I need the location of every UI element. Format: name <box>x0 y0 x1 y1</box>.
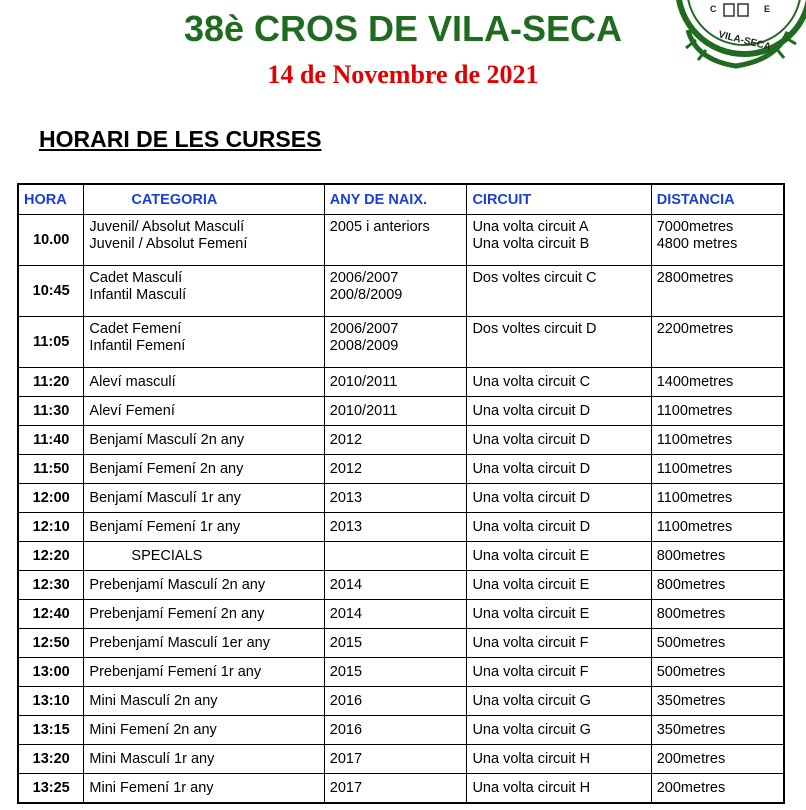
col-hora: HORA <box>18 184 84 215</box>
categoria-line: Mini Masculí 1r any <box>89 750 215 767</box>
circuit-line: Una volta circuit G <box>472 692 591 709</box>
cell-distancia <box>651 426 784 455</box>
table-row <box>18 571 784 600</box>
cell-circuit <box>467 215 651 266</box>
cell-hora: 12:10 <box>18 513 84 542</box>
circuit-line: Una volta circuit D <box>472 489 591 506</box>
circuit-line: Una volta circuit E <box>472 547 590 564</box>
cell-circuit <box>467 629 651 658</box>
col-circuit: CIRCUIT <box>467 184 651 215</box>
section-title: HORARI DE LES CURSES <box>39 126 322 152</box>
any-line: 2010/2011 <box>329 373 398 390</box>
circuit-line: Una volta circuit F <box>472 634 589 651</box>
categoria-line: Mini Femení 1r any <box>89 779 214 796</box>
table-row <box>18 215 784 266</box>
distancia-line: 1100metres <box>656 518 733 535</box>
cell-hora: 13:20 <box>18 745 84 774</box>
distancia-line: 800metres <box>656 605 726 622</box>
cell-distancia <box>651 716 784 745</box>
categoria-line: Aleví masculí <box>89 373 176 390</box>
table-row <box>18 484 784 513</box>
distancia-line: 800metres <box>656 547 726 564</box>
cell-categoria <box>84 716 324 745</box>
cell-any <box>324 266 467 317</box>
table-row <box>18 687 784 716</box>
cell-any <box>324 542 467 571</box>
table-row <box>18 658 784 687</box>
cell-hora: 12:20 <box>18 542 84 571</box>
cell-hora: 11:20 <box>18 368 84 397</box>
distancia-line: 1100metres <box>656 402 733 419</box>
table-row <box>18 426 784 455</box>
cell-hora: 13:15 <box>18 716 84 745</box>
cell-distancia <box>651 215 784 266</box>
cell-distancia <box>651 774 784 804</box>
categoria-line: Infantil Femení <box>89 338 186 354</box>
categoria-line: Cadet Femení <box>89 321 182 337</box>
any-line: 2012 <box>329 431 363 448</box>
cell-circuit <box>467 542 651 571</box>
cell-categoria <box>84 368 324 397</box>
cell-categoria <box>84 629 324 658</box>
any-line: 2008/2009 <box>329 338 399 354</box>
club-logo <box>666 0 806 80</box>
circuit-line: Una volta circuit E <box>472 605 590 622</box>
cell-categoria <box>84 215 324 266</box>
circuit-line: Una volta circuit H <box>472 779 591 796</box>
cell-any <box>324 571 467 600</box>
cell-any <box>324 426 467 455</box>
col-categoria: CATEGORIA <box>84 184 324 215</box>
cell-distancia <box>651 629 784 658</box>
cell-hora: 10.00 <box>18 215 84 266</box>
circuit-line: Una volta circuit H <box>472 750 591 767</box>
cell-hora: 13:00 <box>18 658 84 687</box>
cell-distancia <box>651 368 784 397</box>
table-row <box>18 716 784 745</box>
categoria-line: Cadet Masculí <box>89 270 183 286</box>
cell-categoria <box>84 658 324 687</box>
circuit-line: Una volta circuit C <box>472 373 591 390</box>
cell-hora: 11:30 <box>18 397 84 426</box>
categoria-line: Prebenjamí Masculí 2n any <box>89 576 266 593</box>
table-row <box>18 317 784 368</box>
categoria-line: Aleví Femení <box>89 402 175 419</box>
cell-hora: 12:00 <box>18 484 84 513</box>
table-header-row <box>18 184 784 215</box>
cell-any <box>324 215 467 266</box>
cell-any <box>324 513 467 542</box>
table-row <box>18 455 784 484</box>
distancia-line: 800metres <box>656 576 726 593</box>
table-row <box>18 774 784 804</box>
cell-circuit <box>467 484 651 513</box>
categoria-line: Juvenil / Absolut Femení <box>89 236 248 252</box>
cell-distancia <box>651 571 784 600</box>
any-line: 2017 <box>329 750 363 767</box>
distancia-line: 500metres <box>656 663 726 680</box>
categoria-line: Prebenjamí Femení 2n any <box>89 605 265 622</box>
any-line: 2012 <box>329 460 363 477</box>
circuit-line: Una volta circuit D <box>472 402 591 419</box>
cell-any <box>324 484 467 513</box>
distancia-line: 200metres <box>656 779 726 796</box>
cell-circuit <box>467 774 651 804</box>
any-line: 2016 <box>329 721 363 738</box>
cell-distancia <box>651 687 784 716</box>
cell-circuit <box>467 317 651 368</box>
circuit-line: Una volta circuit F <box>472 663 589 680</box>
categoria-line: Prebenjamí Femení 1r any <box>89 663 262 680</box>
cell-categoria <box>84 774 324 804</box>
cell-circuit <box>467 687 651 716</box>
cell-hora: 10:45 <box>18 266 84 317</box>
any-line: 2015 <box>329 634 363 651</box>
cell-categoria <box>84 426 324 455</box>
cell-distancia <box>651 397 784 426</box>
categoria-line: Mini Masculí 2n any <box>89 692 218 709</box>
schedule-table <box>17 183 785 804</box>
categoria-line: Benjamí Femení 1r any <box>89 518 241 535</box>
cell-circuit <box>467 426 651 455</box>
cell-any <box>324 774 467 804</box>
cell-any <box>324 368 467 397</box>
circuit-line: Una volta circuit D <box>472 460 591 477</box>
svg-text:C: C <box>710 4 717 14</box>
event-date: 14 de Novembre de 2021 <box>267 60 539 89</box>
cell-categoria <box>84 542 324 571</box>
cell-categoria <box>84 571 324 600</box>
cell-any <box>324 455 467 484</box>
table-row <box>18 368 784 397</box>
cell-circuit <box>467 716 651 745</box>
cell-any <box>324 687 467 716</box>
distancia-line: 1100metres <box>656 460 733 477</box>
cell-any <box>324 745 467 774</box>
distancia-line: 500metres <box>656 634 726 651</box>
any-line: 2005 i anteriors <box>329 219 430 235</box>
table-row <box>18 513 784 542</box>
any-line: 2017 <box>329 779 363 796</box>
circuit-line: Dos voltes circuit D <box>472 321 597 337</box>
cell-hora: 12:40 <box>18 600 84 629</box>
circuit-line: Dos voltes circuit C <box>472 270 597 286</box>
distancia-line: 1100metres <box>656 489 733 506</box>
cell-distancia <box>651 745 784 774</box>
any-line: 2014 <box>329 605 363 622</box>
col-any: ANY DE NAIX. <box>324 184 467 215</box>
cell-distancia <box>651 513 784 542</box>
cell-categoria <box>84 600 324 629</box>
cell-hora: 11:05 <box>18 317 84 368</box>
cell-categoria <box>84 455 324 484</box>
cell-hora: 13:25 <box>18 774 84 804</box>
any-line: 200/8/2009 <box>329 287 403 303</box>
col-distancia: DISTANCIA <box>651 184 784 215</box>
distancia-line: 350metres <box>656 721 726 738</box>
logo-text: VILA-SECA <box>717 29 773 54</box>
cell-circuit <box>467 600 651 629</box>
cell-categoria <box>84 513 324 542</box>
cell-distancia <box>651 266 784 317</box>
cell-categoria <box>84 266 324 317</box>
categoria-line: Benjamí Femení 2n any <box>89 460 244 477</box>
cell-distancia <box>651 600 784 629</box>
circuit-line: Una volta circuit G <box>472 721 591 738</box>
cell-distancia <box>651 455 784 484</box>
any-line: 2006/2007 <box>329 270 399 286</box>
cell-hora: 12:50 <box>18 629 84 658</box>
cell-circuit <box>467 455 651 484</box>
cell-circuit <box>467 513 651 542</box>
cell-any <box>324 716 467 745</box>
table-row <box>18 745 784 774</box>
cell-any <box>324 397 467 426</box>
categoria-line: Juvenil/ Absolut Masculí <box>89 219 245 235</box>
table-row <box>18 397 784 426</box>
page-title: 38è CROS DE VILA-SECA <box>183 8 623 49</box>
cell-categoria <box>84 745 324 774</box>
distancia-line: 2800metres <box>656 270 734 286</box>
table-row <box>18 600 784 629</box>
circuit-line: Una volta circuit D <box>472 518 591 535</box>
circuit-line: Una volta circuit A <box>472 219 589 235</box>
distancia-line: 350metres <box>656 692 726 709</box>
cell-distancia <box>651 658 784 687</box>
distancia-line: 2200metres <box>656 321 734 337</box>
categoria-line: Benjamí Masculí 1r any <box>89 489 241 506</box>
table-row <box>18 266 784 317</box>
any-line: 2006/2007 <box>329 321 399 337</box>
cell-distancia <box>651 317 784 368</box>
circuit-line: Una volta circuit B <box>472 236 590 252</box>
cell-hora: 12:30 <box>18 571 84 600</box>
cell-circuit <box>467 658 651 687</box>
cell-distancia <box>651 484 784 513</box>
circuit-line: Una volta circuit E <box>472 576 590 593</box>
cell-categoria <box>84 484 324 513</box>
cell-circuit <box>467 368 651 397</box>
categoria-line: Benjamí Masculí 2n any <box>89 431 245 448</box>
cell-circuit <box>467 571 651 600</box>
table-row <box>18 542 784 571</box>
any-line: 2013 <box>329 489 363 506</box>
any-line: 2016 <box>329 692 363 709</box>
cell-circuit <box>467 745 651 774</box>
any-line: 2015 <box>329 663 363 680</box>
circuit-line: Una volta circuit D <box>472 431 591 448</box>
cell-hora: 11:40 <box>18 426 84 455</box>
distancia-line: 200metres <box>656 750 726 767</box>
svg-text:E: E <box>764 4 771 14</box>
categoria-line: Prebenjamí Masculí 1er any <box>89 634 270 651</box>
cell-any <box>324 629 467 658</box>
table-row <box>18 629 784 658</box>
distancia-line: 7000metres <box>656 219 734 235</box>
cell-distancia <box>651 542 784 571</box>
cell-circuit <box>467 266 651 317</box>
categoria-line: Mini Femení 2n any <box>89 721 217 738</box>
any-line: 2013 <box>329 518 363 535</box>
cell-hora: 13:10 <box>18 687 84 716</box>
any-line: 2014 <box>329 576 363 593</box>
cell-circuit <box>467 397 651 426</box>
cell-any <box>324 600 467 629</box>
categoria-line: SPECIALS <box>131 547 203 564</box>
distancia-line: 1400metres <box>656 373 734 390</box>
cell-categoria <box>84 317 324 368</box>
any-line: 2010/2011 <box>329 402 398 419</box>
cell-categoria <box>84 397 324 426</box>
cell-categoria <box>84 687 324 716</box>
distancia-line: 4800 metres <box>656 236 738 252</box>
cell-hora: 11:50 <box>18 455 84 484</box>
cell-any <box>324 658 467 687</box>
distancia-line: 1100metres <box>656 431 733 448</box>
categoria-line: Infantil Masculí <box>89 287 187 303</box>
cell-any <box>324 317 467 368</box>
